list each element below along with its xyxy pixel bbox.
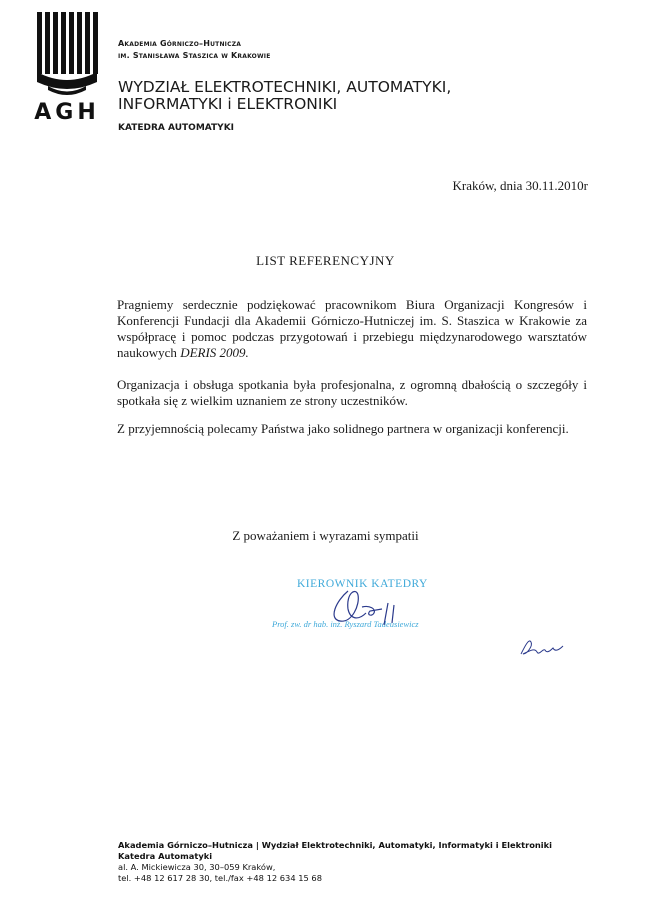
department-name: KATEDRA AUTOMATYKI xyxy=(118,123,235,133)
university-patron: im. Stanisława Staszica w Krakowie xyxy=(118,51,271,60)
paragraph-thanks xyxy=(117,297,587,361)
faculty-name-line1: WYDZIAŁ ELEKTROTECHNIKI, AUTOMATYKI, xyxy=(118,78,452,96)
logo-text: AGH xyxy=(34,100,100,125)
footer-institution: Akademia Górniczo–Hutnicza | Wydział Elektrotechniki, Automatyki, Informatyki i Elektroniki xyxy=(118,840,553,850)
stamp-role: KIEROWNIK KATEDRY xyxy=(297,578,428,590)
footer-phone: tel. +48 12 617 28 30, tel./fax +48 12 634 15 68 xyxy=(118,873,322,883)
footer-address: al. A. Mickiewicza 30, 30–059 Kraków, xyxy=(118,862,276,872)
agh-logo-icon xyxy=(34,12,100,98)
initials-icon xyxy=(517,636,567,660)
paragraph-organization: Organizacja i obsługa spotkania była profesjonalna, z ogromną dbałością o szczegóły i spotkała się z wielkim uznaniem ze strony uczestników. xyxy=(117,377,587,408)
agh-logo xyxy=(34,12,100,125)
stamp-name: Prof. zw. dr hab. inż. Ryszard Tadeusiewicz xyxy=(272,619,419,629)
paragraph-recommendation: Z przyjemnością polecamy Państwa jako solidnego partnera w organizacji konferencji. xyxy=(117,421,569,436)
signature-icon xyxy=(318,583,418,633)
faculty-name-line2: INFORMATYKI i ELEKTRONIKI xyxy=(118,95,338,113)
letter-date: Kraków, dnia 30.11.2010r xyxy=(452,178,588,193)
letter-title: LIST REFERENCYJNY xyxy=(256,253,395,268)
closing-line: Z poważaniem i wyrazami sympatii xyxy=(232,528,419,543)
university-name: Akademia Górniczo–Hutnicza xyxy=(118,39,242,48)
paragraph-thanks-text: Pragniemy serdecznie podziękować pracownikom Biura Organizacji Kongresów i Konferencji Fundacji dla Akademii Górniczo-Hutniczej im. S. Staszica w Krakowie za współpracę i pomoc podczas przygotowań i przebiegu międzynarodowego warsztatów naukowych xyxy=(117,297,587,360)
footer-department: Katedra Automatyki xyxy=(118,851,213,861)
event-name: DERIS 2009. xyxy=(180,345,249,360)
